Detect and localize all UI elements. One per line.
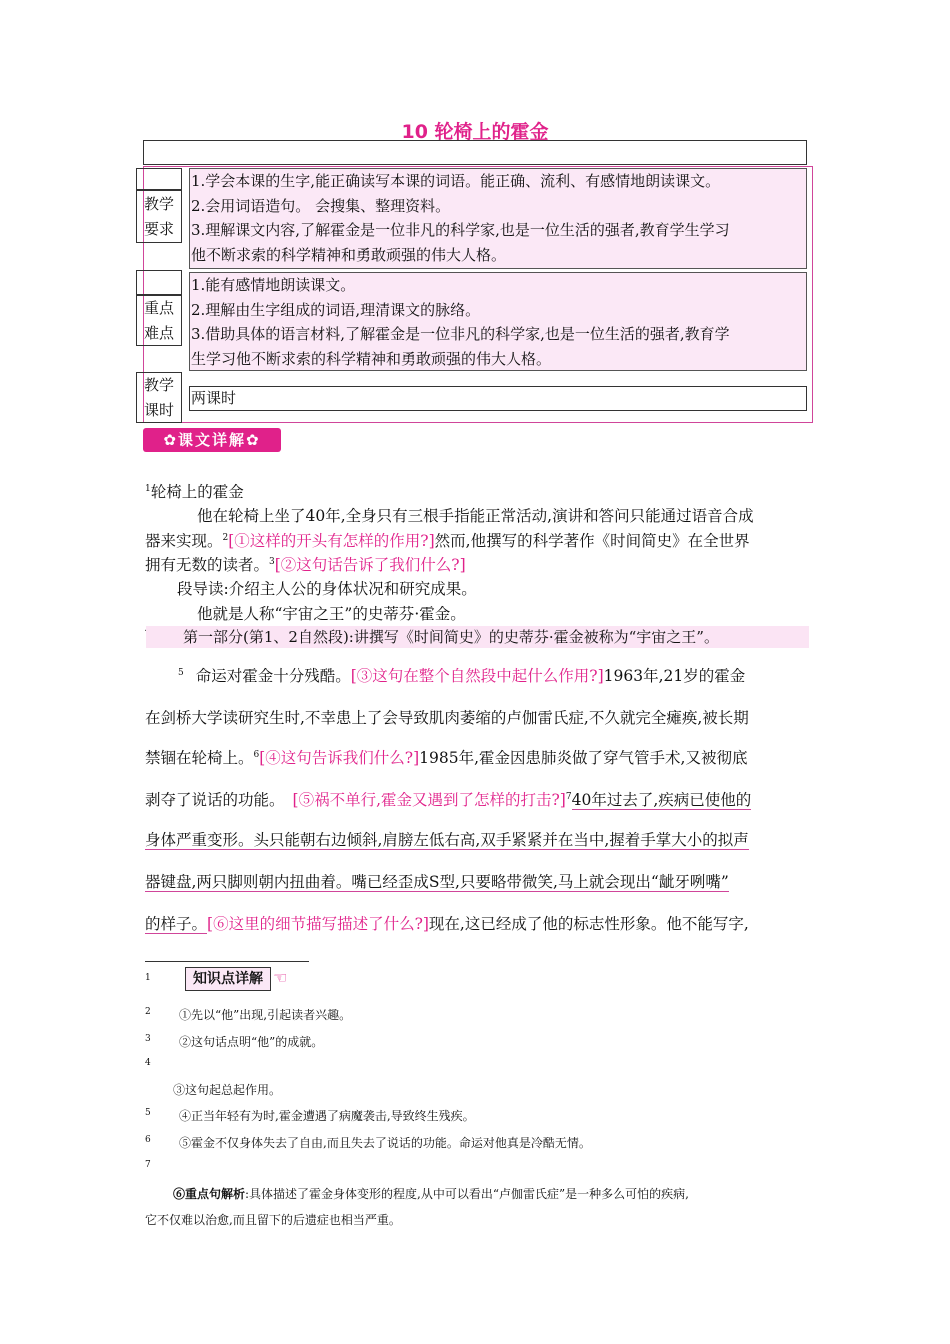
text-span: 器来实现。 [145, 532, 223, 550]
req-line-4: 他不断求索的科学精神和勇敢顽强的伟大人格。 [191, 245, 507, 264]
para-1-line-2 [145, 529, 750, 551]
footnote-mark-3: 3 [145, 1034, 151, 1044]
part-1-summary [146, 626, 809, 648]
text-span: 禁锢在轮椅上。 [145, 749, 254, 767]
question-6: [⑥这里的细节描写描述了什么?] [207, 915, 429, 933]
key-line-3: 3.借助具体的语言材料,了解霍金是一位非凡的科学家,也是一位生活的强者,教育学 [191, 325, 730, 343]
section-badge-text-detail: ✿课文详解✿ [143, 428, 281, 452]
para-3-line-1 [178, 664, 745, 686]
text-span: 1963年,21岁的霍金 [603, 667, 746, 685]
footnote-ref-5[interactable]: 5 [178, 667, 184, 678]
footnote-ref-3[interactable]: 3 [269, 556, 275, 567]
label-box-periods [136, 372, 182, 423]
underlined-text: 的样子。 [145, 915, 208, 933]
footnote-4: ③这句起总起作用。 [173, 1083, 282, 1097]
label-teaching-requirements: 教学 要求 [143, 195, 174, 238]
req-line-3: 3.理解课文内容,了解霍金是一位非凡的科学家,也是一位生活的强者,教育学生学习 [191, 221, 730, 239]
footnote-mark-6: 6 [145, 1135, 151, 1145]
footnote-ref-6[interactable]: 6 [253, 749, 260, 760]
para-3-line-2: 在剑桥大学读研究生时,不幸患上了会导致肌肉萎缩的卢伽雷氏症,不久就完全瘫痪,被长期 [145, 709, 749, 727]
key-line-1: 1.能有感情地朗读课文。 [191, 276, 356, 294]
cell-class-periods [189, 386, 807, 411]
para-3-line-6 [145, 870, 729, 892]
label-box-requirements-top [136, 168, 182, 190]
question-1: [①这样的开头有怎样的作用?] [228, 532, 435, 550]
label-key-difficult-points: 重点 难点 [143, 299, 174, 342]
key-line-4: 生学习他不断求索的科学精神和勇敢顽强的伟大人格。 [191, 349, 552, 368]
page-title: 10 轮椅上的霍金 [401, 121, 549, 143]
para-1-line-1: 他在轮椅上坐了40年,全身只有三根手指能正常活动,演讲和答问只能通过语音合成 [197, 507, 754, 525]
text-span: 剥夺了说话的功能。 [145, 791, 285, 809]
footnote-divider [145, 961, 309, 962]
underlined-text: 器键盘,两只脚则朝内扭曲着。嘴已经歪成S型,只要略带微笑,马上就会现出“龇牙咧嘴” [145, 873, 729, 891]
part-1-text: 第一部分(第1、2自然段):讲撰写《时间简史》的史蒂芬·霍金被称为“宇宙之王”。 [183, 628, 719, 646]
req-line-1: 1.学会本课的生字,能正确读写本课的词语。能正确、流利、有感情地朗读课文。 [191, 172, 721, 190]
knowledge-point-label: 知识点详解 [185, 967, 271, 991]
para-3-line-3 [145, 746, 747, 768]
text-span: 命运对霍金十分残酷。 [195, 667, 351, 685]
footnote-ref-7[interactable]: 7 [565, 791, 572, 802]
lesson-heading: 轮椅上的霍金 [150, 483, 244, 501]
para-1-line-3 [145, 553, 466, 575]
footnote-7-line-1 [173, 1185, 689, 1202]
label-box-requirements [136, 190, 182, 243]
text-span: 现在,这已经成了他的标志性形象。他不能写字, [428, 915, 749, 933]
footnote-5: ④正当年轻有为时,霍金遭遇了病魔袭击,导致终生残疾。 [179, 1109, 475, 1123]
para-3-line-4 [145, 788, 751, 810]
label-box-keypoints [136, 295, 182, 346]
footnote-mark-1: 1 [145, 973, 151, 983]
footnote-7-line-2: 它不仅难以治愈,而且留下的后遗症也相当严重。 [145, 1213, 401, 1227]
question-3: [③这句在整个自然段中起什么作用?] [350, 667, 604, 685]
underlined-text: 40年过去了,疾病已使他的 [571, 791, 752, 809]
paragraph-guide: 段导读:介绍主人公的身体状况和研究成果。 [177, 580, 477, 598]
text-span: 拥有无数的读者。 [145, 556, 270, 574]
footnote-ref-1[interactable]: 1 [145, 483, 151, 494]
question-2: [②这句话告诉了我们什么?] [274, 556, 466, 574]
text-span: 然而,他撰写的科学著作《时间简史》在全世界 [434, 532, 750, 550]
footnote-mark-4: 4 [145, 1058, 151, 1068]
req-line-2: 2.会用词语造句。 会搜集、整理资料。 [191, 196, 451, 215]
footnote-6: ⑤霍金不仅身体失去了自由,而且失去了说话的功能。命运对他真是冷酷无情。 [179, 1136, 591, 1150]
periods-value: 两课时 [191, 389, 237, 407]
text-heading [145, 480, 244, 502]
footnote-ref-2[interactable]: 2 [222, 532, 229, 543]
key-sentence-analysis-label: ⑥重点句解析 [173, 1187, 246, 1201]
cell-key-difficult-points [189, 272, 807, 371]
label-class-periods: 教学 课时 [143, 376, 174, 419]
footnote-mark-2: 2 [145, 1007, 151, 1017]
question-4: [④这句告诉我们什么?] [259, 749, 420, 767]
para-3-line-7 [145, 912, 749, 934]
footnote-2: ①先以“他”出现,引起读者兴趣。 [179, 1008, 352, 1022]
underlined-text: 身体严重变形。头只能朝右边倾斜,肩膀左低右高,双手紧紧并在当中,握着手掌大小的拟声 [145, 831, 749, 849]
text-span: 1985年,霍金因患肺炎做了穿气管手术,又被彻底 [419, 749, 748, 767]
key-line-2: 2.理解由生字组成的词语,理清课文的脉络。 [191, 300, 481, 319]
label-box-keypoints-top [136, 270, 182, 295]
table-header-bar [143, 140, 807, 165]
pointing-hand-icon: ☜ [273, 968, 288, 987]
question-5: [⑤祸不单行,霍金又遇到了怎样的打击?] [292, 791, 566, 809]
para-2: 他就是人称“宇宙之王”的史蒂芬·霍金。 [197, 605, 466, 623]
text-span: :具体描述了霍金身体变形的程度,从中可以看出“卢伽雷氏症”是一种多么可怕的疾病, [245, 1187, 689, 1201]
cell-teaching-requirements [189, 168, 807, 269]
footnote-mark-7: 7 [145, 1160, 151, 1170]
footnote-mark-5: 5 [145, 1108, 151, 1118]
para-3-line-5 [145, 828, 749, 850]
footnote-3: ②这句话点明“他”的成就。 [179, 1035, 324, 1049]
